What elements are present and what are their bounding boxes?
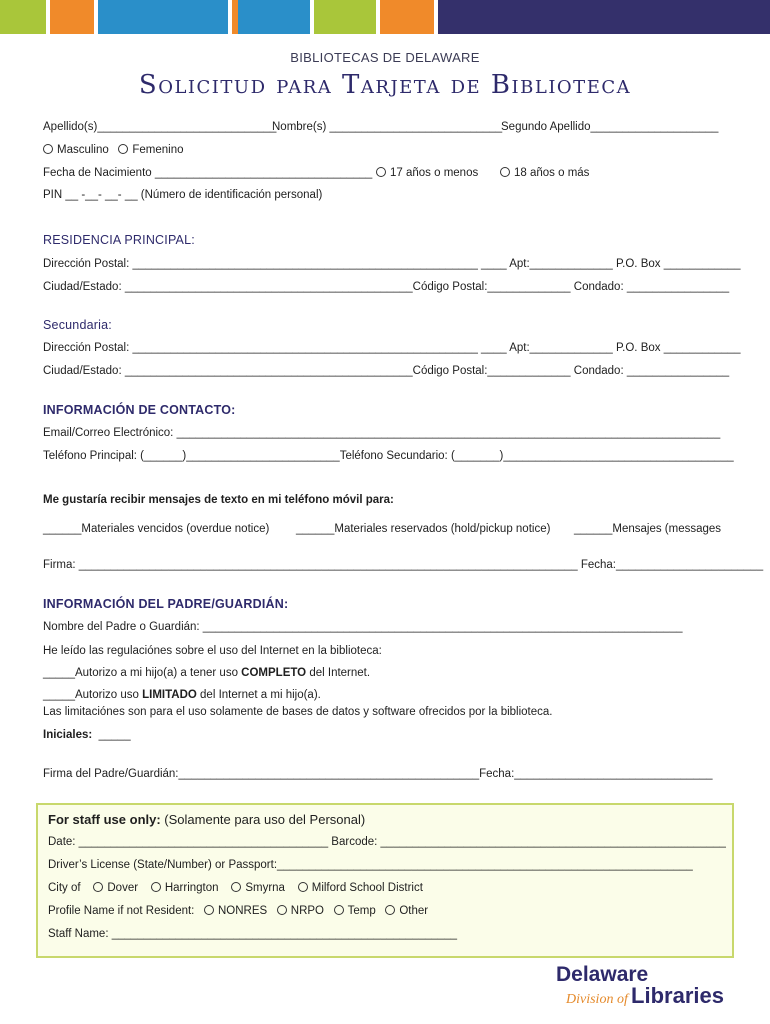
- bar-green-2: [314, 0, 376, 34]
- city-radio-harrington[interactable]: [151, 882, 161, 892]
- staff-license-field[interactable]: Driver’s License (State/Number) or Passport:_________________________________________________________________: [48, 859, 693, 871]
- city-label-harrington: Harrington: [164, 882, 219, 894]
- profile-radio-nrpo[interactable]: [277, 905, 287, 915]
- staff-use-box: [36, 803, 734, 958]
- mensajes-prompt: Me gustaría recibir mensajes de texto en mi teléfono móvil para:: [43, 494, 394, 506]
- profile-label-other: Other: [399, 905, 429, 917]
- femenino-label: Femenino: [132, 144, 184, 156]
- limitado-option[interactable]: [43, 689, 321, 701]
- city-radio-smyrna[interactable]: [231, 882, 241, 892]
- org-name: BIBLIOTECAS DE DELAWARE: [290, 50, 480, 65]
- over-18-radio[interactable]: [500, 167, 510, 177]
- masculino-label: Masculino: [57, 144, 109, 156]
- city-radio-milford[interactable]: [298, 882, 308, 892]
- residencia-ciudad[interactable]: Ciudad/Estado: _____________________________________________Código Postal:_____________ Condado: ________________: [43, 281, 730, 293]
- bar-blue-2: [238, 0, 310, 34]
- logo-division: Division of: [566, 992, 628, 1007]
- staff-title-bold: For staff use only:: [48, 812, 161, 827]
- profile-label-temp: Temp: [347, 905, 376, 917]
- padre-firma-field[interactable]: Firma del Padre/Guardián:_______________________________________________Fecha:_______________________________: [43, 768, 713, 780]
- residencia-heading: RESIDENCIA PRINCIPAL:: [43, 233, 195, 247]
- staff-name-field[interactable]: Staff Name: ______________________________________________________: [48, 928, 458, 940]
- logo-delaware: Delaware: [556, 963, 649, 986]
- secundaria-heading: Secundaria:: [43, 318, 112, 332]
- limitado-pre: _____Autorizo uso: [43, 689, 143, 701]
- bar-green-1: [0, 0, 46, 34]
- femenino-radio[interactable]: [118, 144, 128, 154]
- city-of-label: City of: [48, 882, 81, 894]
- telefono-field[interactable]: Teléfono Principal: (______)________________________Teléfono Secundario: (_______)____________________________________: [43, 450, 734, 462]
- age-under-17: [376, 167, 478, 179]
- iniciales-field[interactable]: _____: [98, 729, 131, 741]
- bar-orange-1: [50, 0, 94, 34]
- padre-nombre-field[interactable]: Nombre del Padre o Guardián: ___________________________________________________________________________: [43, 621, 683, 633]
- profile-radio-nonres[interactable]: [204, 905, 214, 915]
- masculino-radio[interactable]: [43, 144, 53, 154]
- city-label-dover: Dover: [107, 882, 139, 894]
- residencia-direccion[interactable]: Dirección Postal: ______________________________________________________ ____ Apt:_____________ P.O. Box ____________: [43, 258, 741, 270]
- limitado-post: del Internet a mi hijo(a).: [196, 689, 321, 701]
- delaware-libraries-logo: [556, 965, 724, 1009]
- iniciales-label: Iniciales:: [43, 729, 93, 741]
- secundaria-direccion[interactable]: Dirección Postal: ______________________________________________________ ____ Apt:_____________ P.O. Box ____________: [43, 342, 741, 354]
- email-field[interactable]: Email/Correo Electrónico: _____________________________________________________________________________________: [43, 427, 721, 439]
- profile-label-nrpo: NRPO: [290, 905, 324, 917]
- profile-radio-temp[interactable]: [334, 905, 344, 915]
- profile-radio-other[interactable]: [385, 905, 395, 915]
- messages-option[interactable]: ______Mensajes (messages: [574, 523, 722, 535]
- under-17-radio[interactable]: [376, 167, 386, 177]
- pin-field[interactable]: PIN __ -__- __- __ (Número de identificación personal): [43, 189, 323, 201]
- bar-purple: [438, 0, 770, 34]
- apellidos-field[interactable]: Apellido(s)____________________________: [43, 121, 277, 133]
- header-color-bar: [0, 0, 770, 34]
- city-radio-dover[interactable]: [93, 882, 103, 892]
- iniciales-row: [43, 729, 131, 741]
- staff-city-row: [48, 882, 423, 894]
- leido-text: He leído las regulaciónes sobre el uso del Internet en la biblioteca:: [43, 645, 382, 657]
- contacto-heading: INFORMACIÓN DE CONTACTO:: [43, 403, 236, 417]
- hold-option[interactable]: ______Materiales reservados (hold/pickup notice): [296, 523, 551, 535]
- bar-orange-3: [380, 0, 434, 34]
- under-17-label: 17 años o menos: [390, 167, 479, 179]
- staff-title-rest: (Solamente para uso del Personal): [160, 812, 366, 827]
- staff-profile-row: [48, 905, 428, 917]
- completo-post: del Internet.: [306, 667, 371, 679]
- limitado-bold: LIMITADO: [142, 689, 197, 701]
- form-title: Solicitud para Tarjeta de Biblioteca: [138, 70, 632, 100]
- gender-row: [43, 144, 184, 156]
- fecha-nacimiento-field[interactable]: Fecha de Nacimiento __________________________________: [43, 167, 373, 179]
- age-over-18: [500, 167, 589, 179]
- profile-label-nonres: NONRES: [217, 905, 268, 917]
- firma-field[interactable]: Firma: ______________________________________________________________________________ Fecha:_______________________: [43, 559, 764, 571]
- logo-libraries: Libraries: [631, 983, 724, 1008]
- city-label-milford: Milford School District: [311, 882, 423, 894]
- completo-pre: _____Autorizo a mi hijo(a) a tener uso: [43, 667, 242, 679]
- segundo-apellido-field[interactable]: Segundo Apellido____________________: [501, 121, 719, 133]
- city-label-smyrna: Smyrna: [245, 882, 285, 894]
- secundaria-ciudad[interactable]: Ciudad/Estado: _____________________________________________Código Postal:_____________ Condado: ________________: [43, 365, 730, 377]
- over-18-label: 18 años o más: [514, 167, 590, 179]
- nombres-field[interactable]: Nombre(s) ___________________________: [272, 121, 503, 133]
- completo-option[interactable]: [43, 667, 370, 679]
- profile-label: Profile Name if not Resident:: [48, 905, 195, 917]
- staff-title: [48, 812, 365, 827]
- padre-heading: INFORMACIÓN DEL PADRE/GUARDIÁN:: [43, 597, 289, 611]
- bar-blue-1: [98, 0, 228, 34]
- limitaciones-text: Las limitaciónes son para el uso solamente de bases de datos y software ofrecidos por la biblioteca.: [43, 706, 553, 718]
- completo-bold: COMPLETO: [241, 667, 307, 679]
- overdue-option[interactable]: ______Materiales vencidos (overdue notice): [43, 523, 270, 535]
- staff-date-barcode[interactable]: Date: _______________________________________ Barcode: ______________________________________________________: [48, 836, 726, 848]
